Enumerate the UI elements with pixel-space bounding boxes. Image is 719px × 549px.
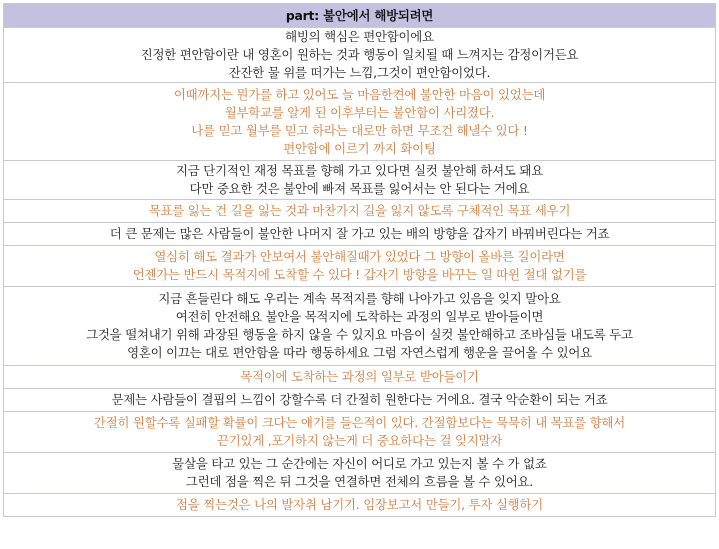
text-line: 물살을 타고 있는 그 순간에는 자신이 어디로 가고 있는지 볼 수 가 없죠	[172, 456, 547, 471]
text-line: 다만 중요한 것은 불안에 빠져 목표를 잃어서는 안 된다는 거에요	[189, 181, 530, 196]
text-line: 목적이에 도착하는 과정의 일부로 받아들이기	[240, 369, 479, 384]
text-line: 더 큰 문제는 많은 사람들이 불안한 나머지 잘 가고 있는 배의 방향을 갑자기 바꿔버린다는 거죠	[109, 226, 610, 241]
reflection-cell	[4, 412, 716, 453]
quote-cell	[4, 28, 716, 83]
notes-table	[3, 3, 716, 517]
reflection-cell	[4, 200, 716, 223]
table-row	[4, 83, 716, 161]
text-line: 그것을 떨쳐내기 위해 과장된 행동을 하지 않을 수 있지요 마음이 실컷 불안해하고 조바심들 내도록 두고	[86, 327, 633, 342]
text-line: 해빙의 핵심은 편안함이에요	[285, 29, 434, 44]
text-line: 지금 흔들린다 해도 우리는 계속 목적지를 향해 나아가고 있음을 잊지 말아요	[158, 291, 561, 306]
reflection-cell	[4, 494, 716, 517]
text-line: 잔잔한 물 위를 떠가는 느낌,그것이 편안함이었다.	[228, 65, 491, 80]
text-line: 진정한 편안함이란 내 영혼이 원하는 것과 행동이 일치될 때 느껴지는 감정이거든요	[140, 47, 579, 62]
quote-cell	[4, 223, 716, 246]
quote-cell	[4, 161, 716, 200]
reflection-cell	[4, 246, 716, 287]
text-line: 끈기있게 ,포기하지 않는게 더 중요하다는 걸 잊지말자	[216, 433, 503, 448]
text-line: 월부학교를 알게 된 이후부터는 불안함이 사리졌다.	[224, 104, 495, 120]
table-row	[4, 223, 716, 246]
text-line: 영혼이 이끄는 대로 편안함을 따라 행동하세요 그럼 자연스럽게 행운을 끌어올 수 있어요	[127, 345, 592, 360]
quote-cell	[4, 389, 716, 412]
table-row	[4, 366, 716, 389]
table-row	[4, 412, 716, 453]
text-line: 이때까지는 뭔가를 하고 있어도 늘 마음한켠에 불안한 마음이 있었는데	[173, 86, 546, 102]
quote-cell	[4, 453, 716, 494]
text-line: 문제는 사람들이 결핍의 느낌이 강할수록 더 간절히 원한다는 거에요. 결국 악순환이 되는 거죠	[111, 392, 608, 407]
part-title: part: 불안에서 해방되려면	[4, 4, 716, 28]
text-line: 나를 믿고 월부를 믿고 하라는 대로만 하면 무조건 해낼수 있다 !	[191, 122, 528, 138]
reflection-cell	[4, 366, 716, 389]
table-row	[4, 161, 716, 200]
text-line: 그런데 점을 찍은 뒤 그것을 연결하면 전체의 흐름을 볼 수 있어요.	[185, 474, 534, 489]
reflection-cell	[4, 83, 716, 161]
table-row	[4, 453, 716, 494]
text-line: 여전히 안전해요 불안을 목적지에 도착하는 과정의 일부로 받아들이면	[175, 309, 544, 324]
quote-cell	[4, 287, 716, 366]
table-row	[4, 494, 716, 517]
text-line: 점을 찍는것은 나의 발자취 남기기. 임장보고서 만들기, 투자 실행하기	[176, 497, 543, 512]
text-line: 목표를 잃는 건 길을 잃는 것과 마찬가지 길을 잃지 않도록 구체적인 목표 세우기	[148, 203, 571, 218]
text-line: 간절히 원할수록 실패할 확률이 크다는 얘기를 들은적이 있다. 간절함보다는 묵묵히 내 목표를 향해서	[93, 415, 626, 430]
table-row	[4, 28, 716, 83]
text-line: 열심히 해도 결과가 안보여서 불안해질때가 있었다 그 방향이 올바른 길이라면	[154, 249, 565, 264]
table-row	[4, 287, 716, 366]
text-line: 편안함에 이르기 까지 화이팅	[283, 140, 436, 156]
table-row	[4, 246, 716, 287]
text-line: 언젠가는 반드시 목적지에 도착할 수 있다 ! 갑자기 방향을 바꾸는 일 따윈 절대 없기를	[132, 267, 587, 282]
header-row	[4, 4, 716, 28]
text-line: 지금 단기적인 재정 목표를 향해 가고 있다면 실컷 불안해 하셔도 돼요	[176, 163, 543, 178]
table-row	[4, 389, 716, 412]
table-row	[4, 200, 716, 223]
